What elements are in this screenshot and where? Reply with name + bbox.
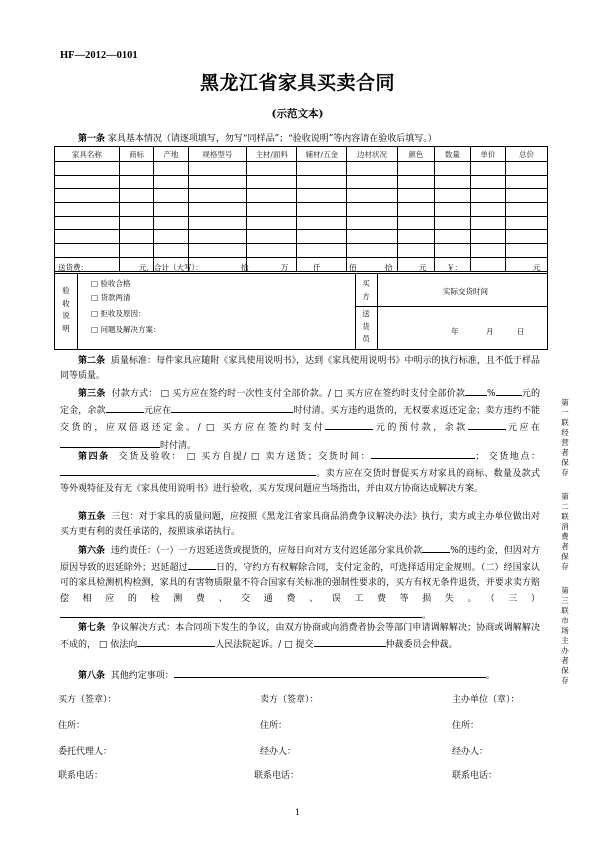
contract-subtitle: (示范文本) (271, 108, 324, 120)
side-note-copy-3: 第三联 市场主办者保存 (561, 586, 569, 685)
fee-yuan-end: 元 (533, 263, 541, 272)
option-accepted[interactable]: □ 验收合格 (91, 279, 131, 288)
fee-yuan-total-label: 元，合计（大写）： (139, 263, 203, 272)
table-row[interactable] (55, 189, 548, 203)
article-4: 第四条 交货及验收： □ 买方自提/ □ 卖方送货；交货时间： ； 交货地点：。卖方应在交货时督促买方对家具的商标、数量及款式等外观特征及有无《家具使用说明书》进行验收，买方发现问题应当场指出，并由双方协商达成解决方案。 (60, 448, 540, 498)
col-edge-status: 边材状况 (347, 147, 397, 162)
table-row[interactable] (55, 230, 548, 244)
date-month: 月 (486, 327, 494, 336)
side-note-copy-1: 第一联 经营者保存 (561, 398, 569, 477)
host-phone[interactable]: 联系电话： (452, 771, 498, 781)
fee-bai: 佰 (349, 263, 357, 272)
contract-title: 黑龙江省家具买卖合同 (199, 72, 395, 94)
article-5: 第五条 三包：对于家具的质量问题，应按照《黑龙江省家具商品消费争议解决办法》执行，卖方或主办单位做出对买方更有利的责任承诺的，按照该承诺执行。 (60, 512, 540, 538)
fee-wan: 万 (281, 263, 289, 272)
col-quantity: 数量 (435, 147, 471, 162)
col-total-price: 总价 (506, 147, 548, 162)
seller-phone[interactable]: 联系电话： (254, 771, 300, 781)
host-unit-seal[interactable]: 主办单位（章）： (452, 695, 520, 705)
article-3: 第三条 付款方式： □ 买方应在签约时一次性支付全部价款。/ □ 买方应在签约时支付全部价款 % 元的定金，余款 元应在 时付清。买方违约退货的，无权要求返还定金；卖方违约不能交货的，应双倍返还定金。/ □ 买方应在签约时支付 元的预付款，余款 元应在时付清。 (60, 385, 540, 454)
date-day: 日 (517, 327, 525, 336)
table-row[interactable] (55, 162, 548, 176)
seller-handler[interactable]: 经办人： (260, 747, 297, 757)
seller-signature[interactable]: 卖方（签章）： (260, 695, 319, 705)
goods-table-header (55, 147, 548, 162)
fee-yuan: 元 (419, 263, 427, 272)
side-note-copy-2: 第二联 消费者保存 (561, 492, 569, 571)
delivery-fee-row (54, 260, 548, 274)
fee-shi-wan: 拾 (241, 263, 249, 272)
col-model: 规格型号 (188, 147, 246, 162)
col-aux-material: 辅材/五金 (297, 147, 347, 162)
article-8: 第八条 其他约定事项： 。 (60, 667, 540, 684)
host-handler[interactable]: 经办人： (452, 747, 489, 757)
option-problem-solution[interactable]: □ 问题及解决方案： (91, 325, 161, 334)
delivery-person-label: 送 货 员 (362, 309, 370, 343)
delivery-time-label: 实际交货时间 (443, 287, 488, 296)
date-year: 年 (451, 327, 459, 336)
table-row[interactable] (55, 203, 548, 217)
col-brand: 商标 (119, 147, 153, 162)
col-main-material: 主材/面料 (247, 147, 297, 162)
buyer-signature[interactable]: 买方（签章）： (58, 695, 117, 705)
table-row[interactable] (55, 216, 548, 230)
article-1-label: 第一条 (78, 134, 106, 144)
delivery-fee-label: 送货费： (58, 263, 88, 272)
table-row[interactable] (55, 175, 548, 189)
option-paid-in-full[interactable]: □ 货款两清 (91, 293, 131, 302)
article-6: 第六条 违约责任：（一）一方迟延送货或提货的，应每日向对方支付迟延部分家具价款 %的违约金，但因对方原因导致的迟延除外；迟延超过 日的，守约方有权解除合同，支付定金的，可选择适用定金规则。（二）经国家认可的家具检测机构检测，家具的有害物质限量不符合国家有关标准的强制性要求的，买方有权无条件退货，并要求卖方赔偿相应的检测费、交通费、误工费等损失。（三）。 (60, 542, 540, 624)
option-rejected[interactable]: □ 拒收及原因： (91, 309, 146, 318)
buyer-label: 买 方 (362, 279, 370, 301)
acceptance-section (54, 274, 548, 350)
fee-yen: ￥： (447, 263, 462, 272)
article-1 (78, 131, 437, 144)
col-color: 颜色 (397, 147, 435, 162)
buyer-phone[interactable]: 联系电话： (58, 771, 104, 781)
document-code: HF—2012—0101 (60, 50, 138, 61)
table-row[interactable] (55, 244, 548, 258)
col-furniture-name: 家具名称 (55, 147, 120, 162)
goods-table (54, 146, 548, 272)
fee-shi: 拾 (385, 263, 393, 272)
acceptance-label: 验 收 说 明 (62, 286, 70, 333)
buyer-agent[interactable]: 委托代理人： (58, 747, 113, 757)
seller-address[interactable]: 住所： (260, 721, 288, 731)
col-origin: 产地 (154, 147, 188, 162)
buyer-address[interactable]: 住所： (58, 721, 86, 731)
article-1-text: 家具基本情况（请逐项填写，勿写“同样品”；“验收说明”等内容请在验收后填写。） (107, 134, 437, 144)
col-unit-price: 单价 (470, 147, 506, 162)
page-number: 1 (294, 808, 301, 817)
fee-qian: 仟 (313, 263, 321, 272)
article-2: 第二条 质量标准：每件家具应随附《家具使用说明书》，达到《家具使用说明书》中明示的执行标准，且不低于样品同等质量。 (60, 356, 540, 382)
host-address[interactable]: 住所： (452, 721, 480, 731)
article-7: 第七条 争议解决方式：本合同项下发生的争议，由双方协商或向消费者协会等部门申请调解解决；协商或调解解决不成的， □ 依法向 人民法院起诉。/ □ 提交 仲裁委员会仲裁。 (60, 623, 540, 651)
